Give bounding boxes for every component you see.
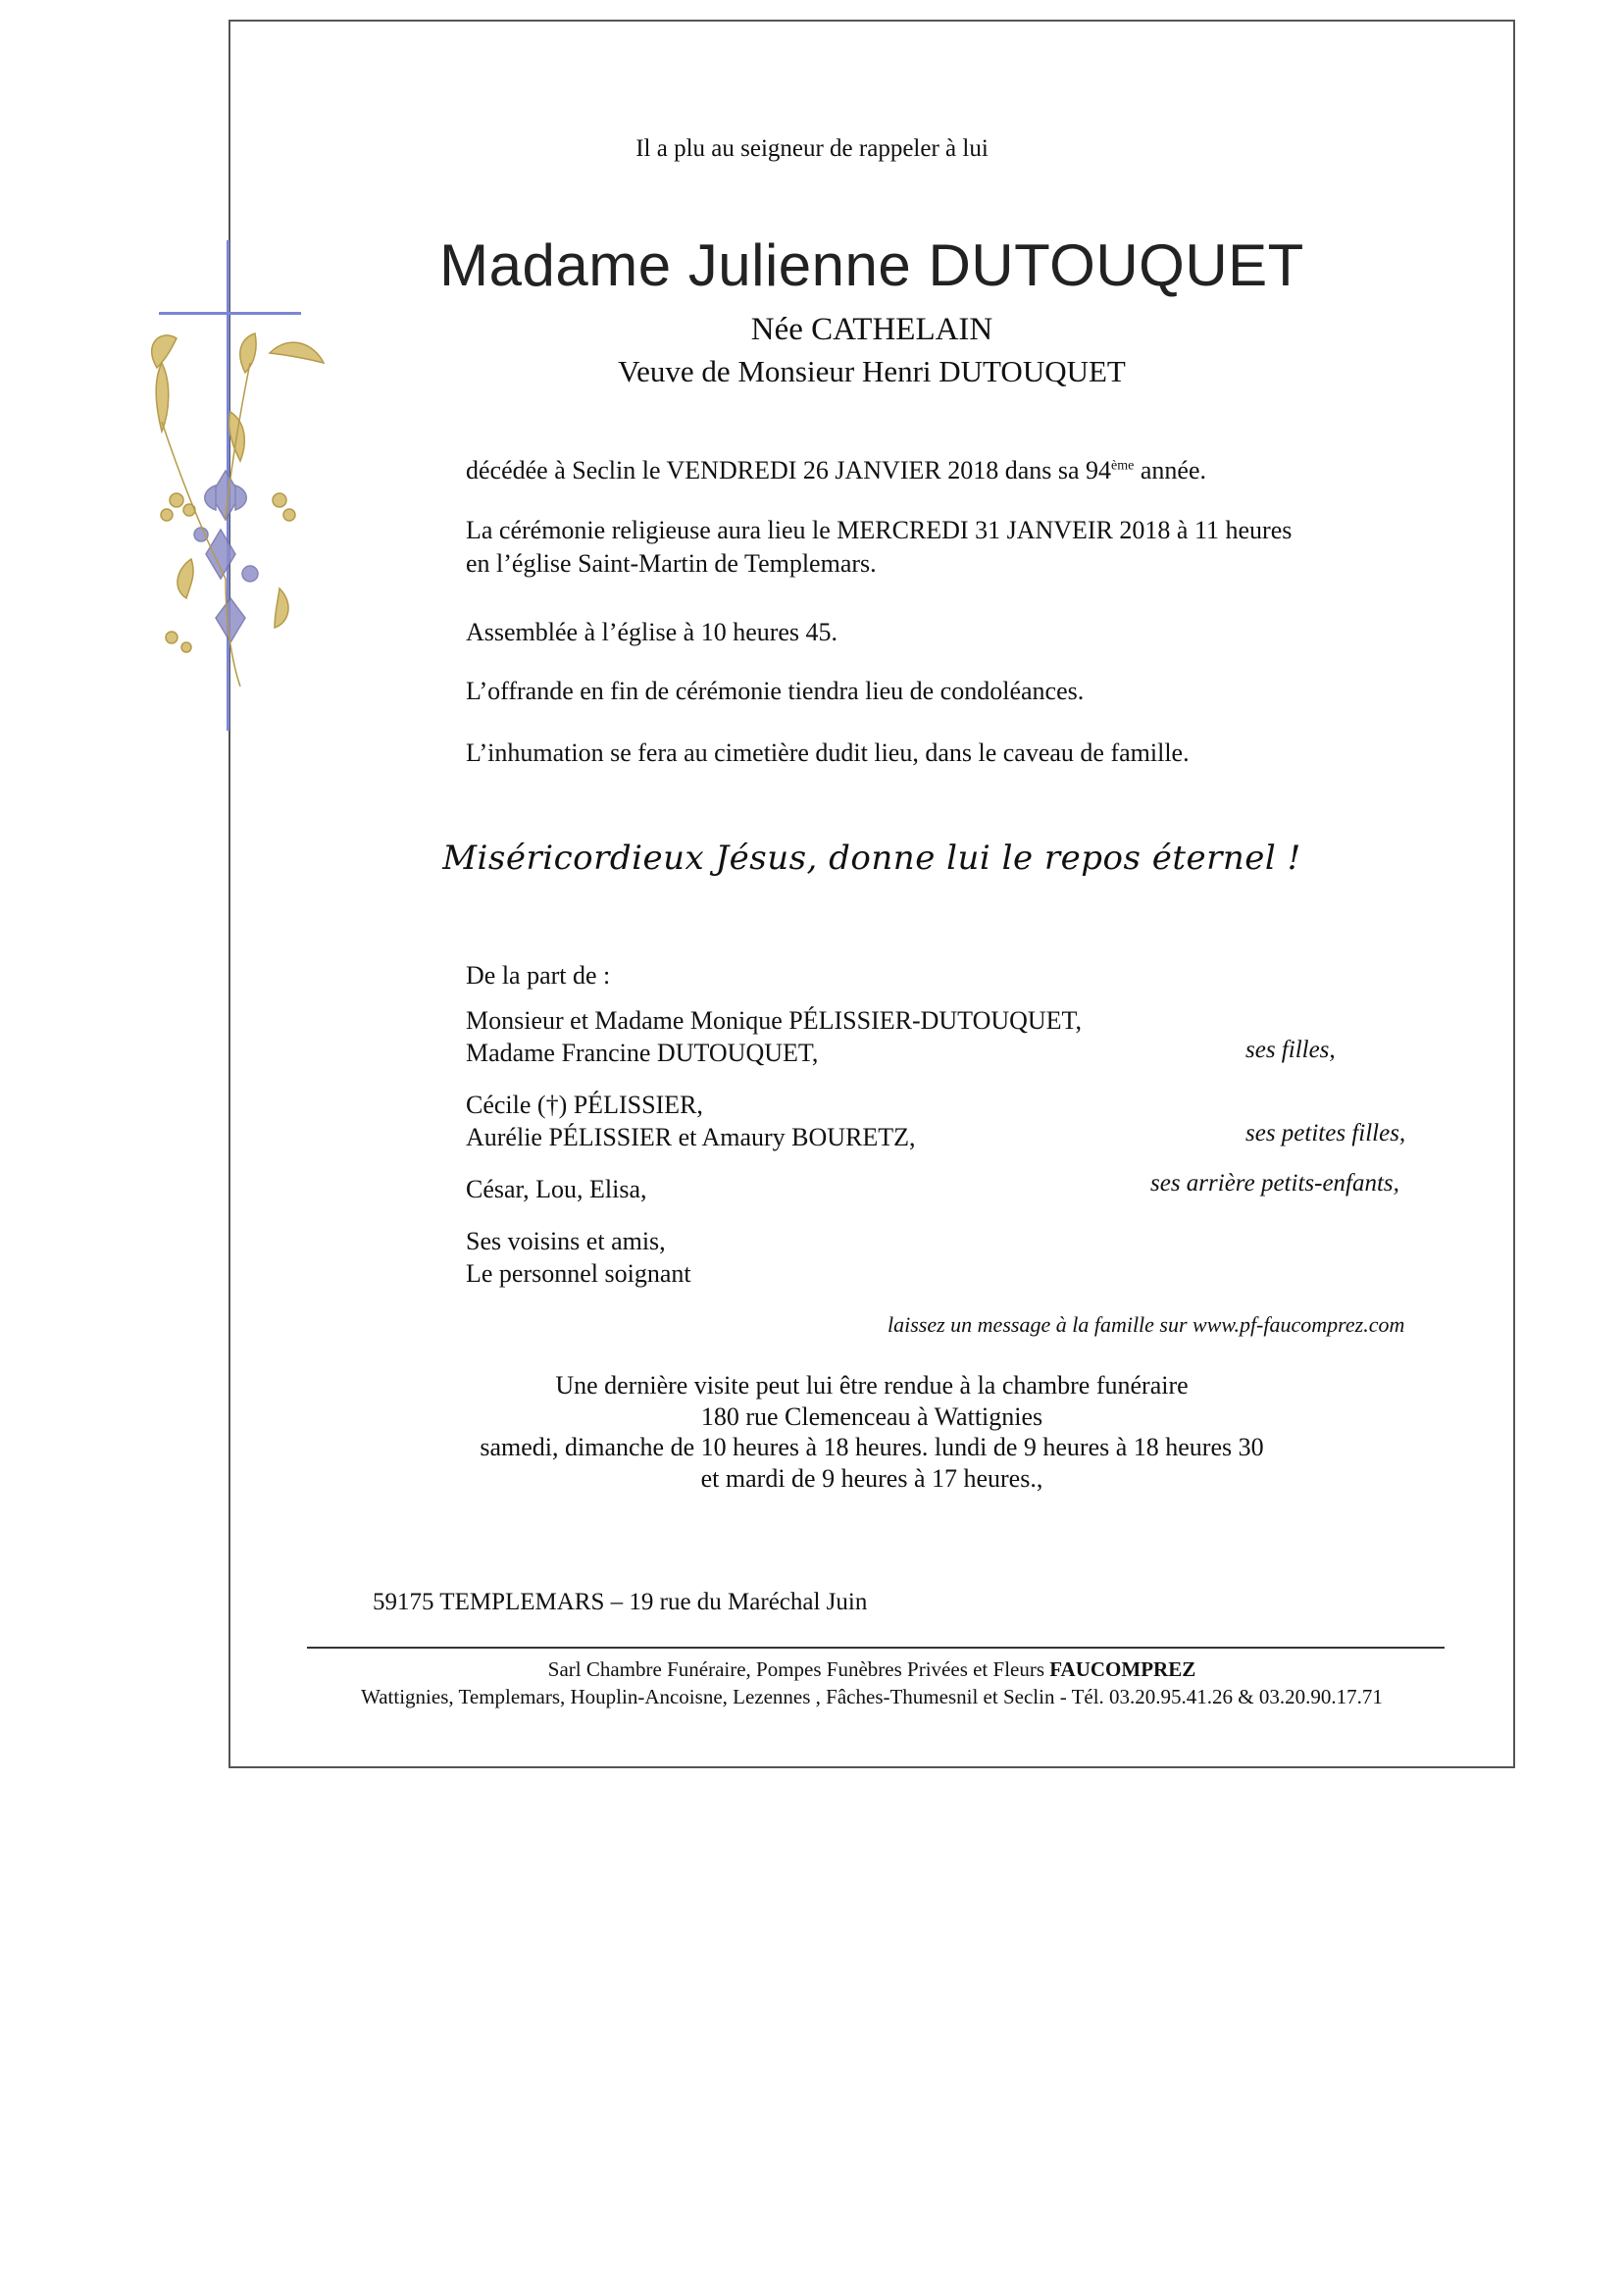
intro-line: Il a plu au seigneur de rappeler à lui xyxy=(635,135,989,162)
visit-block xyxy=(228,1371,1515,1499)
relation-label: ses petites filles, xyxy=(1245,1120,1406,1146)
visit-line: Une dernière visite peut lui être rendue à la chambre funéraire xyxy=(555,1371,1189,1400)
prayer-line: Miséricordieux Jésus, donne lui le repos éternel ! xyxy=(442,839,1301,878)
maiden-name: Née CATHELAIN xyxy=(750,312,993,347)
assembly-line: Assemblée à l’église à 10 heures 45. xyxy=(466,618,838,646)
family-line: Cécile (†) PÉLISSIER, xyxy=(466,1091,703,1119)
relation-label: ses filles, xyxy=(1245,1037,1336,1063)
death-line: décédée à Seclin le VENDREDI 26 JANVIER 2018 dans sa 94ème année. xyxy=(466,456,1206,484)
footer-locations: Wattignies, Templemars, Houplin-Ancoisne, Lezennes , Fâches-Thumesnil et Seclin - Tél. 03.20.95.41.26 & 03.20.90.17.71 xyxy=(361,1685,1383,1708)
burial-line: L’inhumation se fera au cimetière dudit lieu, dans le caveau de famille. xyxy=(466,738,1190,767)
family-line: Monsieur et Madame Monique PÉLISSIER-DUTOUQUET, xyxy=(466,1006,1083,1035)
footer-company: Sarl Chambre Funéraire, Pompes Funèbres Privées et Fleurs FAUCOMPREZ xyxy=(547,1657,1196,1681)
message-line: laissez un message à la famille sur www.pf-faucomprez.com xyxy=(888,1312,1405,1337)
family-line: Ses voisins et amis, xyxy=(466,1227,666,1255)
ceremony-line-1: La cérémonie religieuse aura lieu le MERCREDI 31 JANVEIR 2018 à 11 heures xyxy=(466,516,1293,544)
family-line: César, Lou, Elisa, xyxy=(466,1175,647,1203)
relation-label: ses arrière petits-enfants, xyxy=(1150,1170,1399,1196)
family-line: Madame Francine DUTOUQUET, xyxy=(466,1039,819,1067)
family-line: Le personnel soignant xyxy=(466,1259,691,1288)
visit-line: samedi, dimanche de 10 heures à 18 heures. lundi de 9 heures à 18 heures 30 xyxy=(480,1433,1264,1461)
deceased-name: Madame Julienne DUTOUQUET xyxy=(439,232,1304,298)
funeral-home-address: 59175 TEMPLEMARS – 19 rue du Maréchal Juin xyxy=(373,1589,868,1615)
family-line: Aurélie PÉLISSIER et Amaury BOURETZ, xyxy=(466,1123,916,1151)
widow-line: Veuve de Monsieur Henri DUTOUQUET xyxy=(618,354,1126,388)
from-label: De la part de : xyxy=(466,961,611,990)
footer-divider xyxy=(307,1647,1445,1649)
offering-line: L’offrande en fin de cérémonie tiendra lieu de condoléances. xyxy=(466,677,1085,705)
company-name: FAUCOMPREZ xyxy=(1049,1657,1196,1681)
ceremony-line-2: en l’église Saint-Martin de Templemars. xyxy=(466,549,877,578)
visit-line: 180 rue Clemenceau à Wattignies xyxy=(700,1402,1043,1431)
visit-line: et mardi de 9 heures à 17 heures., xyxy=(700,1464,1043,1493)
